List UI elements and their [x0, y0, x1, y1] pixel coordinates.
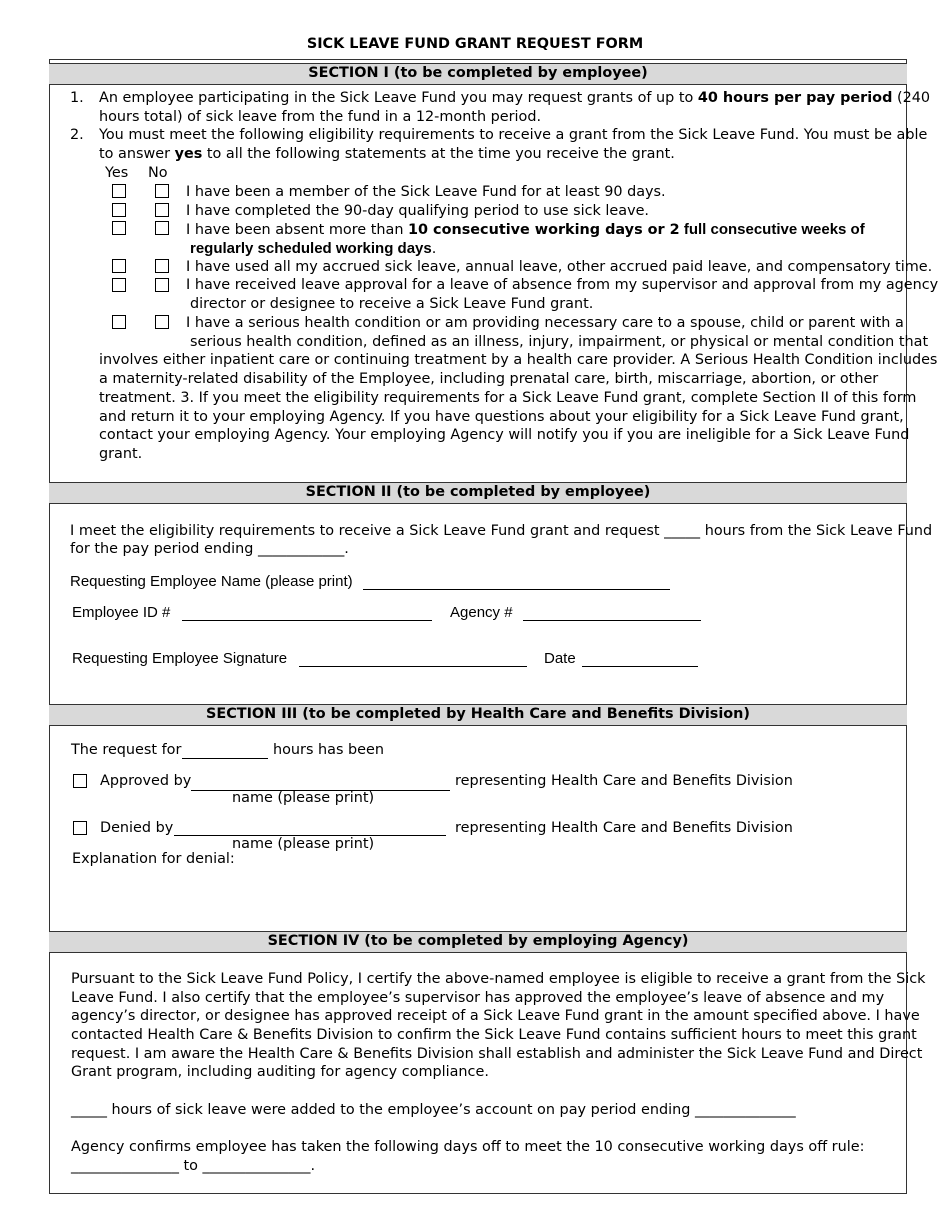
approved-by-suffix: representing Health Care and Benefits Division — [455, 773, 793, 789]
denied-by-label: Denied by — [100, 820, 174, 836]
stmt-5-yes-checkbox[interactable] — [112, 278, 126, 292]
days-off-confirmation-line: Agency confirms employee has taken the following days off to meet the 10 consecutive working days off rule: — [71, 1139, 865, 1155]
item-1-text-a: An employee participating in the Sick Leave Fund you may request grants of up to — [99, 90, 698, 106]
statement-3-line-1 — [186, 220, 865, 240]
item-1-text-b: (240 — [892, 90, 931, 106]
section-1-paragraph-line-2: a maternity-related disability of the Employee, including prenatal care, birth, miscarriage, abortion, or other — [99, 371, 879, 387]
employee-signature-label: Requesting Employee Signature — [72, 650, 288, 667]
statement-3-period: . — [431, 241, 437, 257]
item-2-number: 2. — [70, 127, 84, 143]
statement-3-text-c: regularly scheduled working days — [190, 240, 432, 257]
agency-number-label: Agency # — [450, 604, 513, 621]
employee-signature-field[interactable] — [299, 666, 527, 667]
section-1-paragraph-line-3: treatment. 3. If you meet the eligibility requirements for a Sick Leave Fund grant, complete Section II of this form — [99, 390, 917, 406]
denial-explanation-label: Explanation for denial: — [72, 851, 235, 867]
statement-5-line-2: director or designee to receive a Sick Leave Fund grant. — [190, 296, 594, 312]
stmt-4-yes-checkbox[interactable] — [112, 259, 126, 273]
item-2-line-2 — [99, 145, 675, 164]
certification-line-3: agency’s director, or designee has approved receipt of a Sick Leave Fund grant in the amount specified above. I have — [71, 1008, 920, 1024]
statement-2: I have completed the 90-day qualifying period to use sick leave. — [186, 203, 650, 219]
item-2-line-1: You must meet the following eligibility requirements to receive a grant from the Sick Leave Fund. You must be able — [99, 127, 928, 143]
stmt-1-no-checkbox[interactable] — [155, 184, 169, 198]
certification-line-6: Grant program, including auditing for agency compliance. — [71, 1064, 489, 1080]
employee-id-label: Employee ID # — [72, 604, 171, 621]
item-1-number: 1. — [70, 90, 84, 106]
no-column-label: No — [148, 165, 168, 181]
approved-checkbox[interactable] — [73, 774, 87, 788]
statement-5-line-1: I have received leave approval for a leave of absence from my supervisor and approval from my agency — [186, 277, 939, 293]
stmt-4-no-checkbox[interactable] — [155, 259, 169, 273]
yes-column-label: Yes — [105, 165, 129, 181]
signature-date-label: Date — [544, 650, 576, 667]
statement-3-text-a: I have been absent more than — [186, 222, 409, 238]
stmt-5-no-checkbox[interactable] — [155, 278, 169, 292]
stmt-1-yes-checkbox[interactable] — [112, 184, 126, 198]
statement-6-line-2: serious health condition, defined as an illness, injury, impairment, or physical or mental condition that — [190, 334, 929, 350]
approved-by-label: Approved by — [100, 773, 192, 789]
item-2-bold: yes — [174, 146, 203, 162]
certification-line-4: contacted Health Care & Benefits Division to confirm the Sick Leave Fund contains sufficient hours to meet this grant — [71, 1027, 917, 1043]
signature-date-field[interactable] — [582, 666, 698, 667]
section-1-paragraph-line-6: grant. — [99, 446, 143, 462]
statement-1: I have been a member of the Sick Leave Fund for at least 90 days. — [186, 184, 666, 200]
denied-name-caption: name (please print) — [232, 836, 375, 852]
statement-3-bold: 10 consecutive working days or 2 — [408, 222, 680, 238]
denied-checkbox[interactable] — [73, 821, 87, 835]
section-1-header: SECTION I (to be completed by employee) — [49, 63, 907, 85]
stmt-2-no-checkbox[interactable] — [155, 203, 169, 217]
statement-3-line-2 — [190, 239, 436, 259]
request-hours-label: The request for — [71, 742, 182, 758]
employee-id-field[interactable] — [182, 620, 432, 621]
stmt-3-yes-checkbox[interactable] — [112, 221, 126, 235]
statement-6-line-1: I have a serious health condition or am providing necessary care to a spouse, child or parent with a — [186, 315, 904, 331]
stmt-6-no-checkbox[interactable] — [155, 315, 169, 329]
section-1-paragraph-line-4: and return it to your employing Agency. If you have questions about your eligibility for a Sick Leave Fund grant, — [99, 409, 904, 425]
certification-line-5: request. I am aware the Health Care & Benefits Division shall establish and administer the Sick Leave Fund and Direct — [71, 1046, 923, 1062]
days-off-range-line: _______________ to _______________. — [71, 1158, 316, 1174]
form-title: SICK LEAVE FUND GRANT REQUEST FORM — [306, 36, 644, 52]
section-2-header: SECTION II (to be completed by employee) — [49, 482, 907, 504]
section-4-header: SECTION IV (to be completed by employing Agency) — [49, 931, 907, 953]
section-1-paragraph-line-1: involves either inpatient care or continuing treatment by a health care provider. A Serious Health Condition includes — [99, 352, 938, 368]
item-2-text-c: to all the following statements at the time you receive the grant. — [202, 146, 675, 162]
certification-line-2: Leave Fund. I also certify that the employee’s supervisor has approved the employee’s leave of absence and my — [71, 990, 885, 1006]
employee-name-label: Requesting Employee Name (please print) — [70, 573, 353, 590]
agency-number-field[interactable] — [523, 620, 701, 621]
item-2-text-b: to answer — [99, 146, 175, 162]
approved-name-caption: name (please print) — [232, 790, 375, 806]
employee-name-field[interactable] — [363, 589, 670, 590]
stmt-3-no-checkbox[interactable] — [155, 221, 169, 235]
certification-line-1: Pursuant to the Sick Leave Fund Policy, I certify the above-named employee is eligible to receive a grant from the Sick — [71, 971, 926, 987]
section-3-header: SECTION III (to be completed by Health Care and Benefits Division) — [49, 704, 907, 726]
request-hours-field[interactable] — [182, 758, 268, 759]
item-1-line-2: hours total) of sick leave from the fund in a 12-month period. — [99, 109, 542, 125]
item-1-bold: 40 hours per pay period — [697, 90, 893, 106]
stmt-2-yes-checkbox[interactable] — [112, 203, 126, 217]
stmt-6-yes-checkbox[interactable] — [112, 315, 126, 329]
request-hours-suffix: hours has been — [273, 742, 385, 758]
item-1-line-1 — [99, 89, 930, 108]
hours-added-line: _____ hours of sick leave were added to the employee’s account on pay period ending ______________ — [71, 1102, 796, 1118]
denied-by-suffix: representing Health Care and Benefits Division — [455, 820, 793, 836]
section-2-request-line-1: I meet the eligibility requirements to receive a Sick Leave Fund grant and request _____ hours from the Sick Leave Fund — [70, 523, 933, 539]
statement-4: I have used all my accrued sick leave, annual leave, other accrued paid leave, and compensatory time. — [186, 259, 933, 275]
section-2-request-line-2: for the pay period ending ____________. — [70, 541, 349, 557]
statement-3-text-b: full consecutive weeks of — [679, 221, 865, 238]
section-1-paragraph-line-5: contact your employing Agency. Your employing Agency will notify you if you are ineligible for a Sick Leave Fund — [99, 427, 910, 443]
denial-explanation-area[interactable] — [72, 872, 892, 924]
